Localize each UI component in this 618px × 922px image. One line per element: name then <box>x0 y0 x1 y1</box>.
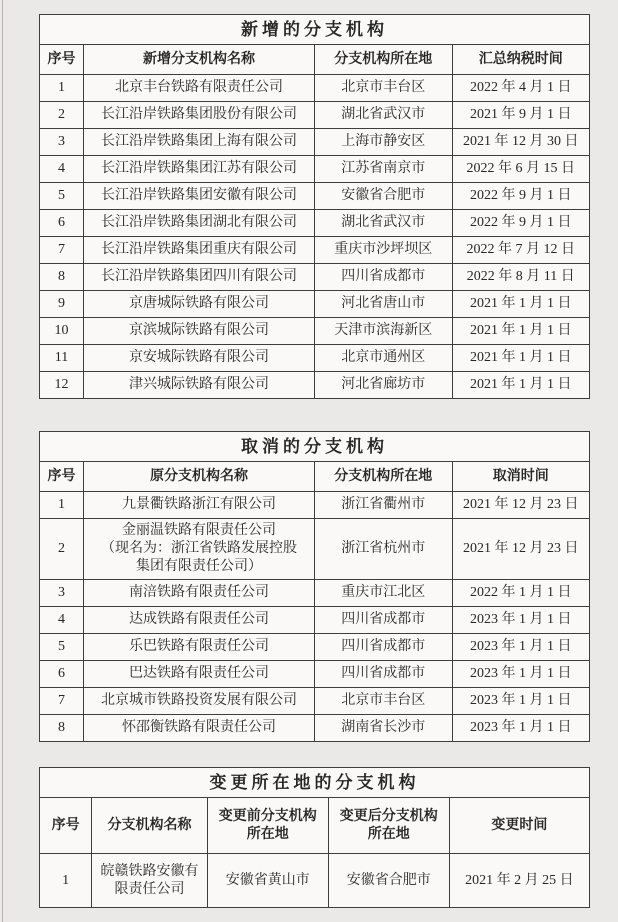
table-cell: 北京城市铁路投资发展有限公司 <box>84 688 315 715</box>
table-cell: 安徽省合肥市 <box>315 183 453 210</box>
table-cell: 四川省成都市 <box>315 264 453 291</box>
table-row <box>40 492 590 519</box>
table-cell: 京滨城际铁路有限公司 <box>84 318 315 345</box>
table-cell: 湖北省武汉市 <box>315 210 453 237</box>
table-cell: 2023 年 1 月 1 日 <box>452 715 590 742</box>
table-cell: 1 <box>40 75 84 102</box>
table-cell: 长江沿岸铁路集团安徽有限公司 <box>84 183 315 210</box>
table-row <box>40 291 590 318</box>
table-cell: 北京丰台铁路有限责任公司 <box>84 75 315 102</box>
table-cell: 11 <box>40 345 84 372</box>
table-cell: 5 <box>40 634 84 661</box>
table-row <box>40 210 590 237</box>
table-cell: 10 <box>40 318 84 345</box>
column-header: 分支机构名称 <box>92 798 208 854</box>
table-row <box>40 75 590 102</box>
table-cell: 12 <box>40 372 84 399</box>
table-row <box>40 715 590 742</box>
table-row <box>40 318 590 345</box>
table-cell: 京安城际铁路有限公司 <box>84 345 315 372</box>
table-cell: 浙江省杭州市 <box>315 519 453 580</box>
header-row <box>40 45 590 75</box>
column-header: 原分支机构名称 <box>84 462 315 492</box>
table-cell: 长江沿岸铁路集团湖北有限公司 <box>84 210 315 237</box>
table-cell: 2021 年 1 月 1 日 <box>452 372 590 399</box>
table-cell: 长江沿岸铁路集团江苏有限公司 <box>84 156 315 183</box>
table-cell: 2021 年 2 月 25 日 <box>449 854 589 908</box>
table-cell: 河北省廊坊市 <box>315 372 453 399</box>
table-cell: 2021 年 1 月 1 日 <box>452 291 590 318</box>
table-row <box>40 519 590 580</box>
column-header: 变更前分支机构 所在地 <box>207 798 328 854</box>
table-cell: 2022 年 9 月 1 日 <box>452 183 590 210</box>
table-row <box>40 607 590 634</box>
table-cell: 长江沿岸铁路集团四川有限公司 <box>84 264 315 291</box>
table-cell: 2021 年 9 月 1 日 <box>452 102 590 129</box>
table-cell: 浙江省衢州市 <box>315 492 453 519</box>
table-cell: 九景衢铁路浙江有限公司 <box>84 492 315 519</box>
table-cell: 北京市丰台区 <box>315 75 453 102</box>
table-cell: 怀邵衡铁路有限责任公司 <box>84 715 315 742</box>
table-cell: 1 <box>40 854 92 908</box>
table-cell: 3 <box>40 129 84 156</box>
table-cell: 2023 年 1 月 1 日 <box>452 688 590 715</box>
table-cell: 7 <box>40 237 84 264</box>
table-cell: 四川省成都市 <box>315 607 453 634</box>
table-cell: 2022 年 4 月 1 日 <box>452 75 590 102</box>
column-header: 变更后分支机构 所在地 <box>328 798 449 854</box>
table-cell: 重庆市沙坪坝区 <box>315 237 453 264</box>
data-table <box>39 767 590 908</box>
column-header: 汇总纳税时间 <box>452 45 590 75</box>
column-header: 新增分支机构名称 <box>84 45 315 75</box>
table-cell: 四川省成都市 <box>315 634 453 661</box>
table-row <box>40 183 590 210</box>
data-table <box>39 14 590 399</box>
table-cell: 2022 年 9 月 1 日 <box>452 210 590 237</box>
table-title-row <box>40 768 590 798</box>
table-cell: 南涪铁路有限责任公司 <box>84 580 315 607</box>
column-header: 序号 <box>40 45 84 75</box>
table-cell: 湖南省长沙市 <box>315 715 453 742</box>
table-title-row <box>40 15 590 45</box>
table-cell: 安徽省合肥市 <box>328 854 449 908</box>
table-cancelled-branches <box>39 431 590 742</box>
table-cell: 2 <box>40 519 84 580</box>
table-cell: 达成铁路有限责任公司 <box>84 607 315 634</box>
table-relocated-branches <box>39 767 590 908</box>
table-cell: 江苏省南京市 <box>315 156 453 183</box>
column-header: 序号 <box>40 798 92 854</box>
table-cell: 北京市通州区 <box>315 345 453 372</box>
table-cell: 乐巴铁路有限责任公司 <box>84 634 315 661</box>
table-cell: 2022 年 7 月 12 日 <box>452 237 590 264</box>
table-cell: 2022 年 1 月 1 日 <box>452 580 590 607</box>
table-cell: 长江沿岸铁路集团重庆有限公司 <box>84 237 315 264</box>
table-cell: 2021 年 1 月 1 日 <box>452 345 590 372</box>
table-cell: 2023 年 1 月 1 日 <box>452 607 590 634</box>
table-row <box>40 345 590 372</box>
column-header: 序号 <box>40 462 84 492</box>
table-row <box>40 580 590 607</box>
table-cell: 长江沿岸铁路集团股份有限公司 <box>84 102 315 129</box>
table-cell: 2 <box>40 102 84 129</box>
table-title: 新增的分支机构 <box>40 15 590 45</box>
table-cell: 天津市滨海新区 <box>315 318 453 345</box>
table-cell: 2021 年 12 月 30 日 <box>452 129 590 156</box>
table-cell: 3 <box>40 580 84 607</box>
table-cell: 四川省成都市 <box>315 661 453 688</box>
header-row <box>40 798 590 854</box>
table-cell: 河北省唐山市 <box>315 291 453 318</box>
table-cell: 2022 年 8 月 11 日 <box>452 264 590 291</box>
table-row <box>40 237 590 264</box>
table-cell: 6 <box>40 210 84 237</box>
table-cell: 2022 年 6 月 15 日 <box>452 156 590 183</box>
table-new-branches <box>39 14 590 399</box>
table-cell: 5 <box>40 183 84 210</box>
table-cell: 8 <box>40 715 84 742</box>
table-cell: 北京市丰台区 <box>315 688 453 715</box>
table-cell: 湖北省武汉市 <box>315 102 453 129</box>
table-row <box>40 264 590 291</box>
table-row <box>40 156 590 183</box>
table-cell: 9 <box>40 291 84 318</box>
table-cell: 1 <box>40 492 84 519</box>
table-cell: 8 <box>40 264 84 291</box>
scan-edge-line <box>2 0 3 922</box>
table-cell: 2021 年 12 月 23 日 <box>452 519 590 580</box>
table-row <box>40 372 590 399</box>
table-cell: 2021 年 1 月 1 日 <box>452 318 590 345</box>
table-cell: 4 <box>40 607 84 634</box>
column-header: 分支机构所在地 <box>315 462 453 492</box>
table-cell: 上海市静安区 <box>315 129 453 156</box>
table-title: 取消的分支机构 <box>40 432 590 462</box>
table-row <box>40 634 590 661</box>
table-cell: 津兴城际铁路有限公司 <box>84 372 315 399</box>
table-cell: 长江沿岸铁路集团上海有限公司 <box>84 129 315 156</box>
table-cell: 2023 年 1 月 1 日 <box>452 661 590 688</box>
header-row <box>40 462 590 492</box>
table-cell: 2021 年 12 月 23 日 <box>452 492 590 519</box>
column-header: 取消时间 <box>452 462 590 492</box>
table-cell: 重庆市江北区 <box>315 580 453 607</box>
table-row <box>40 129 590 156</box>
table-row <box>40 854 590 908</box>
table-cell: 皖赣铁路安徽有 限责任公司 <box>92 854 208 908</box>
table-cell: 7 <box>40 688 84 715</box>
data-table <box>39 431 590 742</box>
table-cell: 安徽省黄山市 <box>207 854 328 908</box>
table-cell: 巴达铁路有限责任公司 <box>84 661 315 688</box>
table-cell: 2023 年 1 月 1 日 <box>452 634 590 661</box>
table-cell: 4 <box>40 156 84 183</box>
table-title: 变更所在地的分支机构 <box>40 768 590 798</box>
column-header: 变更时间 <box>449 798 589 854</box>
table-cell: 京唐城际铁路有限公司 <box>84 291 315 318</box>
column-header: 分支机构所在地 <box>315 45 453 75</box>
table-title-row <box>40 432 590 462</box>
table-row <box>40 102 590 129</box>
table-cell: 金丽温铁路有限责任公司 （现名为：浙江省铁路发展控股 集团有限责任公司） <box>84 519 315 580</box>
table-cell: 6 <box>40 661 84 688</box>
table-row <box>40 661 590 688</box>
table-row <box>40 688 590 715</box>
